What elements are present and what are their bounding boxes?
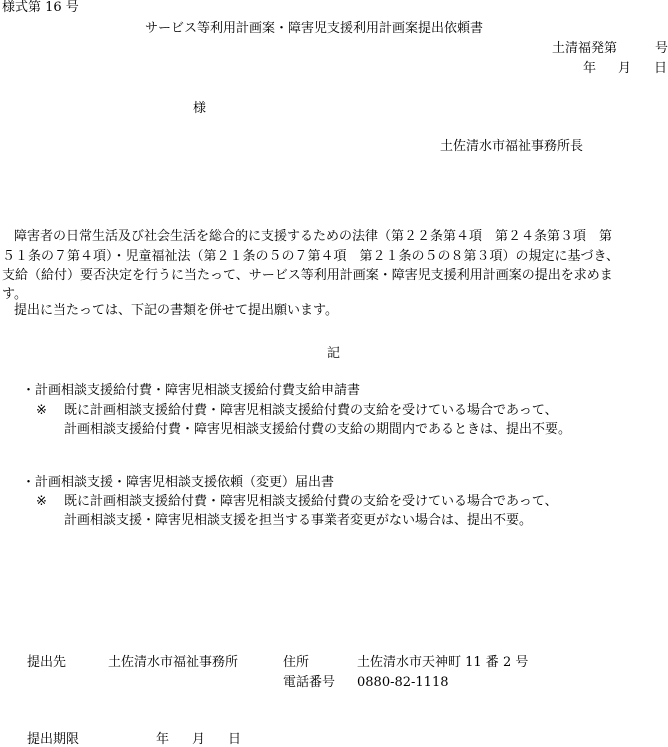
issue-date-month: 月 — [618, 61, 632, 76]
deadline-label: 提出期限 — [27, 732, 80, 747]
address-value: 土佐清水市天神町 11 番 2 号 — [357, 655, 529, 670]
body-line-5: 提出に当たっては、下記の書類を併せて提出願います。 — [14, 303, 338, 318]
note-mark: ※ — [36, 494, 47, 509]
doc-number-suffix: 号 — [655, 41, 668, 56]
body-line-2: ５１条の７第４項）・児童福祉法（第２１条の５の７第４項 第２１条の５の８第３項）の規定に基づき、 — [2, 249, 619, 264]
deadline-month: 月 — [192, 732, 206, 747]
submit-to-value: 土佐清水市福祉事務所 — [108, 655, 239, 670]
note-line-2: 計画相談支援・障害児相談支援を担当する事業者変更がない場合は、提出不要。 — [64, 513, 533, 528]
note-line-2: 計画相談支援給付費・障害児相談支援給付費の支給の期間内であるときは、提出不要。 — [64, 422, 572, 437]
issue-date-day: 日 — [654, 61, 668, 76]
submit-to-label: 提出先 — [27, 655, 67, 670]
address-label: 住所 — [283, 655, 310, 670]
item-title: ・計画相談支援給付費・障害児相談支援給付費支給申請書 — [22, 383, 361, 398]
form-number: 様式第 16 号 — [2, 0, 79, 15]
recipient-honorific: 様 — [193, 101, 207, 116]
phone-value: 0880-82-1118 — [357, 675, 449, 690]
note-mark: ※ — [36, 403, 47, 418]
body-line-1: 障害者の日常生活及び社会生活を総合的に支援するための法律（第２２条第４項 第２４条第３項 第 — [14, 229, 613, 244]
item-title: ・計画相談支援・障害児相談支援依頼（変更）届出書 — [22, 475, 335, 490]
issue-date-year: 年 — [583, 61, 597, 76]
body-line-3: 支給（給付）要否決定を行うに当たって、サービス等利用計画案・障害児支援利用計画案の提出を求めま — [2, 268, 613, 283]
body-line-4: す。 — [2, 287, 27, 302]
deadline-year: 年 — [156, 732, 170, 747]
document-title: サービス等利用計画案・障害児支援利用計画案提出依頼書 — [145, 21, 484, 36]
note-line-1: 既に計画相談支援給付費・障害児相談支援給付費の支給を受けている場合であって、 — [64, 403, 558, 418]
phone-label: 電話番号 — [283, 675, 336, 690]
sender-name: 土佐清水市福祉事務所長 — [440, 139, 584, 154]
doc-number-prefix: 土清福発第 — [552, 41, 618, 56]
note-line-1: 既に計画相談支援給付費・障害児相談支援給付費の支給を受けている場合であって、 — [64, 494, 558, 509]
deadline-day: 日 — [228, 732, 242, 747]
ki-heading: 記 — [327, 346, 341, 361]
